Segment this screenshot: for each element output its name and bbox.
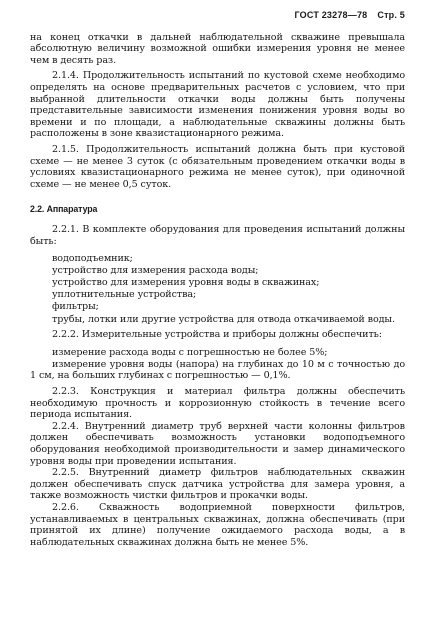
paragraph-2-2-1: 2.2.1. В комплекте оборудования для проведения испытаний должны быть: bbox=[30, 223, 405, 247]
paragraph-2-1-5: 2.1.5. Продолжительность испытаний должна быть при кустовой схеме — не менее 3 суток (с обязательным проведением откачки воды в условиях квазистационарного режима не менее суток), при одиночной схеме — не менее 0,5 суток. bbox=[30, 143, 405, 190]
equipment-list bbox=[30, 253, 405, 325]
paragraph-2-2-2: 2.2.2. Измерительные устройства и приборы должны обеспечить: bbox=[52, 329, 382, 341]
paragraph-2-2-5: 2.2.5. Внутренний диаметр фильтров наблюдательных скважин должен обеспечивать спуск датчика устройства для замера уровня, а также возможность чистки фильтров и прокачки воды. bbox=[30, 467, 405, 502]
paragraph-continuation: на конец откачки в дальней наблюдательной скважине превышала абсолютную величину возможной ошибки измерения уровня не менее чем в десять раз. bbox=[30, 31, 405, 66]
list-item: устройство для измерения уровня воды в скважинах; bbox=[52, 277, 320, 289]
list-item: фильтры; bbox=[52, 301, 99, 313]
paragraph-2-2-6: 2.2.6. Скважность водоприемной поверхности фильтров, устанавливаемых в центральных скважинах, должна обеспечивать (при принятой их длине) получение ожидаемого расхода воды, а в наблюдательных скважинах должна быть не менее 5%. bbox=[30, 501, 405, 548]
section-title: 2.2. Аппаратура bbox=[30, 204, 98, 215]
list-item: измерение уровня воды (напора) на глубинах до 10 м с точностью до 1 см, на больших глубинах с погрешностью — 0,1%. bbox=[30, 358, 405, 382]
list-item: устройство для измерения расхода воды; bbox=[52, 265, 259, 277]
list-item: измерение расхода воды с погрешностью не более 5%; bbox=[52, 346, 328, 358]
list-item: водоподъемник; bbox=[52, 253, 133, 265]
page-header bbox=[30, 10, 405, 22]
paragraph-2-2-4: 2.2.4. Внутренний диаметр труб верхней части колонны фильтров должен обеспечивать возможность установки водоподъемного оборудования необходимой производительности и замер динамического уровня воды при проведении испытания. bbox=[30, 420, 405, 467]
standard-code: ГОСТ 23278—78 bbox=[294, 10, 368, 20]
list-item: уплотнительные устройства; bbox=[52, 289, 197, 301]
measurement-list bbox=[30, 347, 405, 382]
page-number: Стр. 5 bbox=[377, 10, 405, 20]
paragraph-2-2-3: 2.2.3. Конструкция и материал фильтра должны обеспечить необходимую прочность и коррозионную стойкость в течение всего периода испытания. bbox=[30, 386, 405, 421]
paragraph-2-1-4: 2.1.4. Продолжительность испытаний по кустовой схеме необходимо определять на основе предварительных расчетов с условием, что при выбранной длительности откачки воды должны быть получены представительные зависимости изменения понижения уровня воды во времени и по площади, а наблюдательные скважины должны быть расположены в зоне квазистационарного режима. bbox=[30, 70, 405, 140]
list-item: трубы, лотки или другие устройства для отвода откачиваемой воды. bbox=[52, 313, 395, 325]
